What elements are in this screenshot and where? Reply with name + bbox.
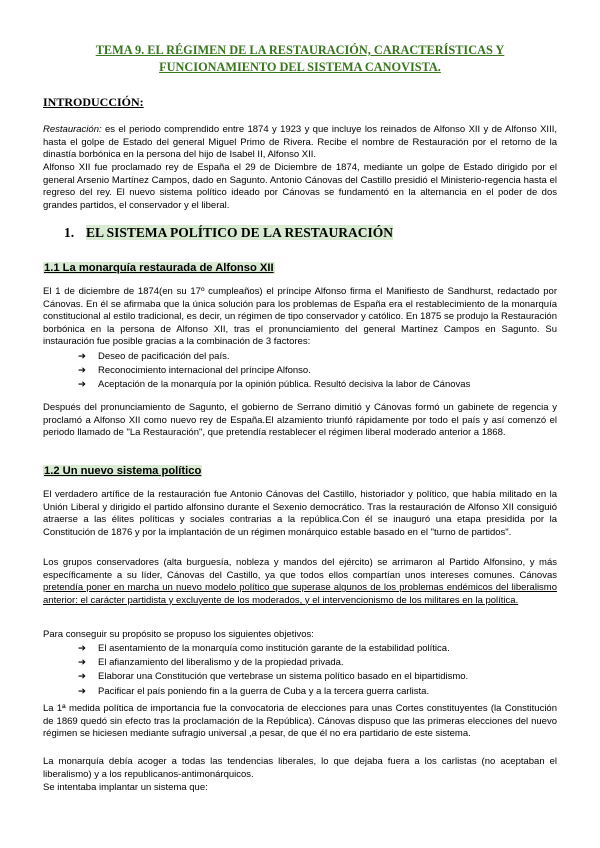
intro-paragraph-1-text: es el periodo comprendido entre 1874 y 1923 y que incluye los reinados de Alfonso XII y de Alfonso XIII, hasta el golpe de Estado del general Miguel Primo de Rivera. Recibe el nombre de Restauración por el retorno de la dinastía borbónica en la persona del hijo de Isabel II, Alfonso XII. [43,124,557,161]
arrow-icon: ➔ [78,365,86,377]
underlined-passage: pretendía poner en marcha un nuevo modelo político que superase algunos de los problemas endémicos del liberalismo anterior: el carácter partidista y excluyente de los moderados, y el intervencionismo de los militares en la política. [43,582,557,606]
section-1-2-paragraph-3: Para conseguir su propósito se propuso los siguientes objetivos: [43,629,314,640]
arrow-icon: ➔ [78,379,86,391]
section-1-2-heading: 1.2 Un nuevo sistema político [44,465,202,477]
arrow-icon: ➔ [78,351,86,362]
section-1-1-heading: 1.1 La monarquía restaurada de Alfonso XII [44,262,274,274]
document-title [60,42,540,76]
section-1-1-paragraph-2: Después del pronunciamiento de Sagunto, el gobierno de Serrano dimitió y Cánovas formó un gabinete de regencia y proclamó a Alfonso XII como nuevo rey de España.El alzamiento triunfó rápidamente por todo el país y así comenzó el periodo llamado de "La Restauración", que pretendía restablecer el régimen liberal moderado anterior a 1868. [43,402,557,439]
list-item: ➔ Deseo de pacificación del país. [78,350,558,364]
restauracion-term: Restauración: [43,124,102,135]
section-1-2-paragraph-6: Se intentaba implantar un sistema que: [43,782,208,793]
list-item: ➔ El afianzamiento del liberalismo y de la propiedad privada. [78,656,558,670]
factors-list [78,350,558,393]
objectives-list [78,642,558,699]
intro-paragraph-2: Alfonso XII fue proclamado rey de España el 29 de Diciembre de 1874, mediante un golpe de Estado dirigido por el general Arsenio Martínez Campos, dado en Sagunto. Antonio Cánovas del Castillo presidió el Ministerio-regencia hasta el regreso del rey. El nuevo sistema político ideado por Cánovas se fundamentó en la alternancia en el poder de dos grandes partidos, el conservador y el liberal. [43,162,557,211]
arrow-icon: ➔ [78,643,86,654]
arrow-icon: ➔ [78,685,86,697]
section-1-2-paragraph-4: La 1ª medida política de importancia fue la convocatoria de elecciones para unas Cortes constituyentes (la Constitución de 1869 quedó sin efecto tras la proclamación de la República). Cánovas dispuso que las primeras elecciones del nuevo régimen se hiciesen mediante sufragio universal ,a pesar, de que él no era partidario de este sistema. [43,703,557,740]
intro-paragraph-1 [43,124,557,162]
arrow-icon: ➔ [78,671,86,683]
list-item: ➔ Reconocimiento internacional del príncipe Alfonso. [78,364,558,378]
title-line-1: TEMA 9. EL RÉGIMEN DE LA RESTAURACIÓN, CARACTERÍSTICAS Y [95,43,505,57]
list-item: ➔ Aceptación de la monarquía por la opinión pública. Resultó decisiva la labor de Cánovas [78,378,558,392]
section-1-number: 1. [64,225,75,240]
intro-heading: INTRODUCCIÓN: [43,95,144,109]
list-item: ➔ Elaborar una Constitución que vertebrase un sistema político basado en el bipartidismo. [78,670,558,684]
list-item: ➔ El asentamiento de la monarquía como institución garante de la estabilidad política. [78,642,558,656]
section-1-title: EL SISTEMA POLÍTICO DE LA RESTAURACIÓN [86,225,393,240]
title-line-2: FUNCIONAMIENTO DEL SISTEMA CANOVISTA. [159,60,441,74]
list-item: ➔ Pacificar el país poniendo fin a la guerra de Cuba y a la tercera guerra carlista. [78,685,558,699]
paragraph-2-start: Los grupos conservadores (alta burguesía, nobleza y mandos del ejército) se arrimaron al Partido Alfonsino, y más específicamente a su líder, Cánovas del Castillo, ya que todos ellos compartían unos intereses comunes. Cánovas [43,557,557,581]
section-1-2-paragraph-1: El verdadero artífice de la restauración fue Antonio Cánovas del Castillo, historiador y político, que había militado en la Unión Liberal y dirigido el partido alfonsino durante el Sexenio democrático. Tras la restauración de Alfonso XII consiguió atraerse a las élites políticas y sociales contrarias a la república.Con él se inauguró una etapa presidida por la Constitución de 1876 y por la implantación de un régimen monárquico estable basado en el "turno de partidos". [43,489,557,538]
section-1-heading [64,225,393,241]
section-1-1-paragraph-1: El 1 de diciembre de 1874(en su 17º cumpleaños) el príncipe Alfonso firma el Manifiesto de Sandhurst, redactado por Cánovas. En él se afirmaba que la única solución para los problemas de España era el restablecimiento de la monarquía constitucional al estilo tradicional, es decir, un régimen de tipo conservador y católico. En 1875 se produjo la Restauración borbónica en la persona de Alfonso XII, tras el pronunciamiento del general Martínez Campos en Sagunto. Su instauración fue posible gracias a la combinación de 3 factores: [43,286,557,348]
arrow-icon: ➔ [78,657,86,669]
section-1-2-paragraph-5: La monarquía debía acoger a todas las tendencias liberales, lo que dejaba fuera a los carlistas (no aceptaban el liberalismo) y a los republicanos-antimonárquicos. [43,756,557,780]
section-1-2-paragraph-2 [43,557,557,607]
